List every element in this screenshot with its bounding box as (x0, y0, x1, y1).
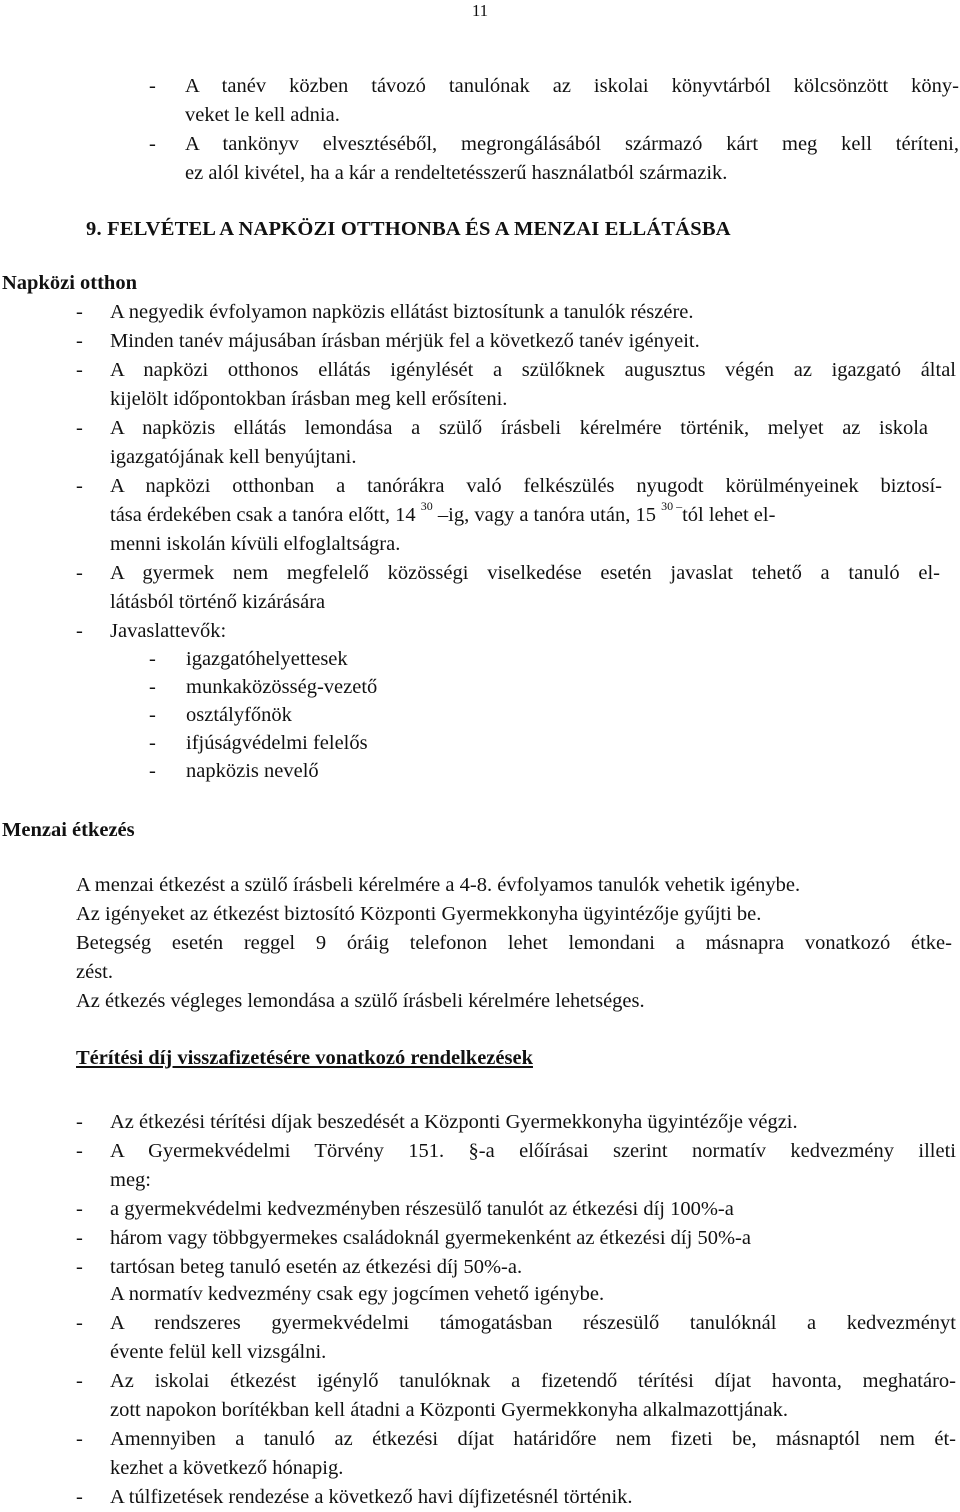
list-item-text: látásból történő kizárására (110, 591, 326, 613)
list-dash: - (76, 1227, 83, 1249)
list-item-text: zott napokon borítékban kell átadni a Központi Gyermekkonyha alkalmazottjának. (110, 1399, 788, 1421)
list-item-text: három vagy többgyermekes családoknál gyermekenként az étkezési díj 50%-a (110, 1227, 751, 1249)
list-item-text: kezhet a következő hónapig. (110, 1457, 344, 1479)
text-fragment: –ig, vagy a tanóra után, 15 (432, 504, 656, 526)
list-item-text: A túlfizetések rendezése a következő havi díjfizetésnél történik. (110, 1486, 633, 1508)
menza-paragraph: Az igényeket az étkezést biztosító Központi Gyermekkonyha ügyintézője gyűjti be. (76, 903, 762, 925)
terites-heading: Térítési díj visszafizetésére vonatkozó rendelkezések (76, 1047, 533, 1069)
list-item-text: A rendszeres gyermekvédelmi támogatásban részesülő tanulóknál a kedvezményt (110, 1312, 956, 1334)
list-item-text (110, 501, 775, 530)
list-item-text: Minden tanév májusában írásban mérjük fel a következő tanév igényeit. (110, 330, 700, 352)
menza-heading: Menzai étkezés (2, 819, 135, 841)
list-dash: - (76, 475, 83, 497)
list-item-text: tartósan beteg tanuló esetén az étkezési díj 50%-a. (110, 1256, 523, 1278)
list-item-text: kijelölt időpontokban írásban meg kell erősíteni. (110, 388, 508, 410)
list-item-text: évente felül kell vizsgálni. (110, 1341, 327, 1363)
list-dash: - (76, 1312, 83, 1334)
list-dash: - (76, 1140, 83, 1162)
proposer-item: napközis nevelő (186, 760, 319, 782)
list-item-text: a gyermekvédelmi kedvezményben részesülő tanulót az étkezési díj 100%-a (110, 1198, 734, 1220)
list-item-note: A normatív kedvezmény csak egy jogcímen vehető igénybe. (110, 1283, 605, 1305)
list-item-text: A tanév közben távozó tanulónak az iskolai könyvtárból kölcsönzött köny- (185, 75, 959, 97)
napkozi-heading: Napközi otthon (2, 272, 137, 294)
list-dash: - (76, 1111, 83, 1133)
list-item-text: Az iskolai étkezést igénylő tanulóknak a fizetendő térítési díjat havonta, meghatáro- (110, 1370, 956, 1392)
menza-paragraph: zést. (76, 961, 113, 983)
proposer-item: osztályfőnök (186, 704, 292, 726)
proposer-item: igazgatóhelyettesek (186, 648, 348, 670)
list-dash: - (149, 648, 156, 670)
list-dash: - (76, 1370, 83, 1392)
text-fragment: tása érdekében csak a tanóra előtt, 14 (110, 504, 416, 526)
list-item-text: Amennyiben a tanuló az étkezési díjat határidőre nem fizeti be, másnaptól nem ét- (110, 1428, 956, 1450)
list-dash: - (149, 732, 156, 754)
list-dash: - (76, 620, 83, 642)
list-item-text: menni iskolán kívüli elfoglaltságra. (110, 533, 401, 555)
list-item-text: meg: (110, 1169, 151, 1191)
list-dash: - (76, 1256, 83, 1278)
list-item-text: Javaslattevők: (110, 620, 227, 642)
list-dash: - (149, 676, 156, 698)
list-dash: - (76, 301, 83, 323)
list-item-text: A negyedik évfolyamon napközis ellátást biztosítunk a tanulók részére. (110, 301, 694, 323)
list-dash: - (149, 760, 156, 782)
superscript: 30 (420, 499, 433, 514)
list-item-text: A napközis ellátás lemondása a szülő írásbeli kérelmére történik, melyet az iskola (110, 417, 928, 439)
list-dash: - (76, 562, 83, 584)
menza-paragraph: A menzai étkezést a szülő írásbeli kérelmére a 4-8. évfolyamos tanulók vehetik igénybe. (76, 874, 801, 896)
proposer-item: munkaközösség-vezető (186, 676, 378, 698)
list-item-text: A napközi otthonban a tanórákra való felkészülés nyugodt körülményeinek biztosí- (110, 475, 942, 497)
list-item-text: A tankönyv elvesztéséből, megrongálásából származó kárt meg kell téríteni, (185, 133, 959, 155)
menza-paragraph: Az étkezés végleges lemondása a szülő írásbeli kérelmére lehetséges. (76, 990, 645, 1012)
list-item-text: A gyermek nem megfelelő közösségi viselkedése esetén javaslat tehető a tanuló el- (110, 562, 940, 584)
list-dash: - (76, 330, 83, 352)
text-fragment: tól lehet el- (682, 504, 776, 526)
list-item-text: veket le kell adnia. (185, 104, 340, 126)
list-item-text: A napközi otthonos ellátás igénylését a szülőknek augusztus végén az igazgató által (110, 359, 956, 381)
proposer-item: ifjúságvédelmi felelős (186, 732, 368, 754)
menza-paragraph: Betegség esetén reggel 9 óráig telefonon lehet lemondani a másnapra vonatkozó étke- (76, 932, 952, 954)
list-dash: - (76, 359, 83, 381)
list-item-text: igazgatójának kell benyújtani. (110, 446, 357, 468)
list-item-text: ez alól kivétel, ha a kár a rendeltetésszerű használatból származik. (185, 162, 728, 184)
page-number: 11 (471, 1, 489, 20)
list-dash: - (76, 1486, 83, 1508)
list-dash: - (149, 704, 156, 726)
list-item-text: Az étkezési térítési díjak beszedését a Központi Gyermekkonyha ügyintézője végzi. (110, 1111, 798, 1133)
section-heading: 9. FELVÉTEL A NAPKÖZI OTTHONBA ÉS A MENZAI ELLÁTÁSBA (86, 218, 731, 240)
list-dash: - (76, 1428, 83, 1450)
list-dash: - (149, 75, 156, 97)
list-dash: - (76, 417, 83, 439)
list-dash: - (149, 133, 156, 155)
list-dash: - (76, 1198, 83, 1220)
superscript: 30 – (661, 499, 683, 514)
list-item-text: A Gyermekvédelmi Törvény 151. §-a előírásai szerint normatív kedvezmény illeti (110, 1140, 956, 1162)
